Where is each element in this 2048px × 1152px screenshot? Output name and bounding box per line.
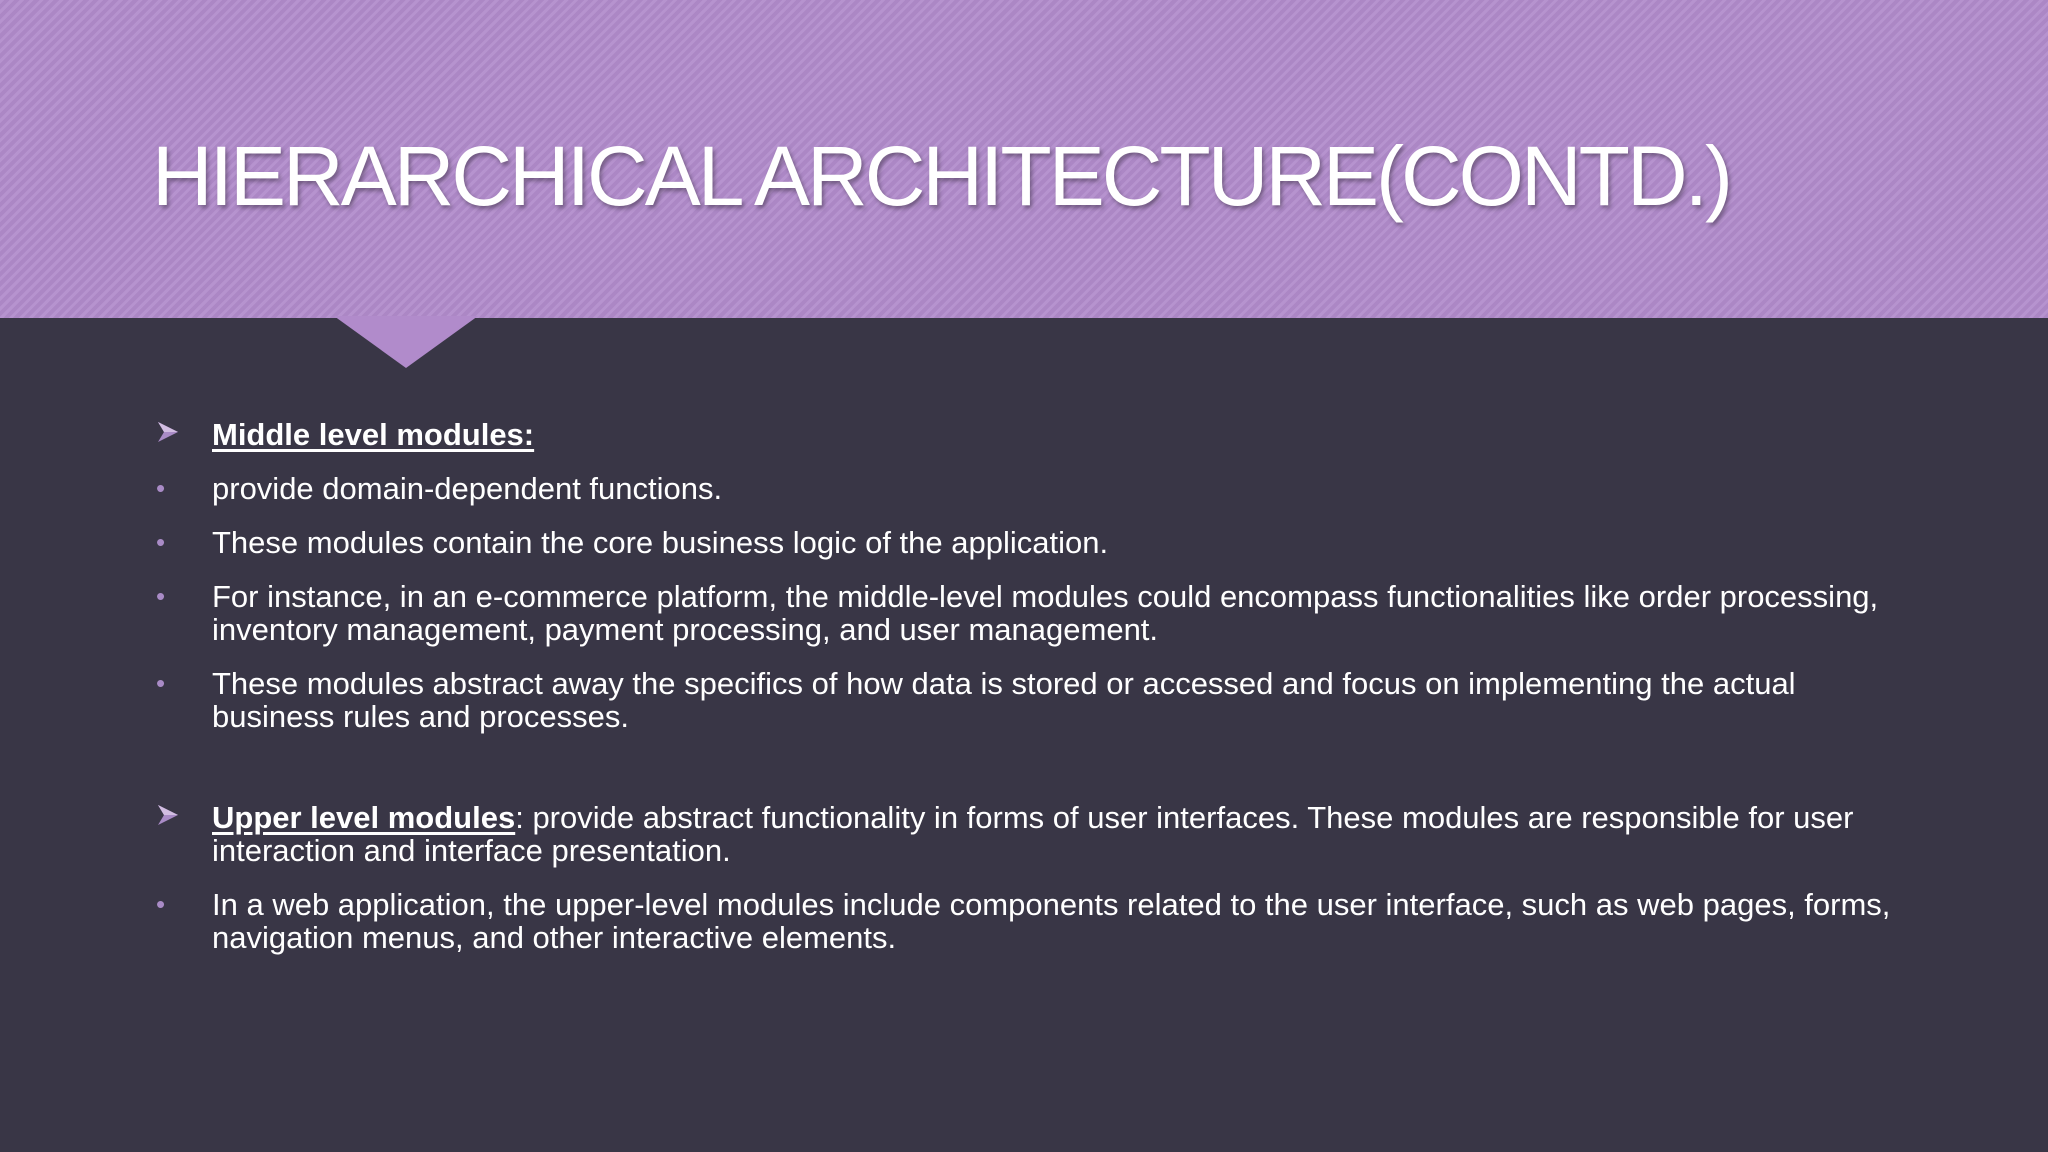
dot-bullet-icon: • xyxy=(156,581,166,611)
arrow-bullet-icon xyxy=(156,803,180,827)
bullet-text: In a web application, the upper-level modules include components related to the user interface, such as web pages, forms, navigation menus, and other interactive elements. xyxy=(212,887,1891,955)
list-item xyxy=(152,667,1912,733)
bullet-text: For instance, in an e-commerce platform, the middle-level modules could encompass functionalities like order processing, inventory management, payment processing, and user management. xyxy=(212,579,1879,647)
list-item xyxy=(152,418,1912,451)
list-item xyxy=(152,580,1912,646)
middle-level-heading: Middle level modules: xyxy=(212,417,535,452)
bullet-text: These modules abstract away the specifics of how data is stored or accessed and focus on implementing the actual business rules and processes. xyxy=(212,666,1796,734)
slide-title: HIERARCHICAL ARCHITECTURE(CONTD.) xyxy=(152,129,1730,223)
dot-bullet-icon: • xyxy=(156,473,166,503)
bullet-text: These modules contain the core business logic of the application. xyxy=(212,525,1109,560)
list-item xyxy=(152,526,1912,559)
title-banner xyxy=(0,0,2048,318)
list-item xyxy=(152,888,1912,954)
dot-bullet-icon: • xyxy=(156,889,166,919)
banner-notch xyxy=(334,316,478,368)
arrow-bullet-icon xyxy=(156,420,180,444)
list-item xyxy=(152,472,1912,505)
upper-level-heading: Upper level modules xyxy=(212,800,516,835)
dot-bullet-icon: • xyxy=(156,527,166,557)
dot-bullet-icon: • xyxy=(156,668,166,698)
bullet-text: provide domain-dependent functions. xyxy=(212,471,723,506)
list-item xyxy=(152,801,1912,867)
slide-body xyxy=(152,418,1912,975)
bullet-text: : provide abstract functionality in forms of user interfaces. These modules are responsible for user interaction and interface presentation. xyxy=(212,800,1854,868)
